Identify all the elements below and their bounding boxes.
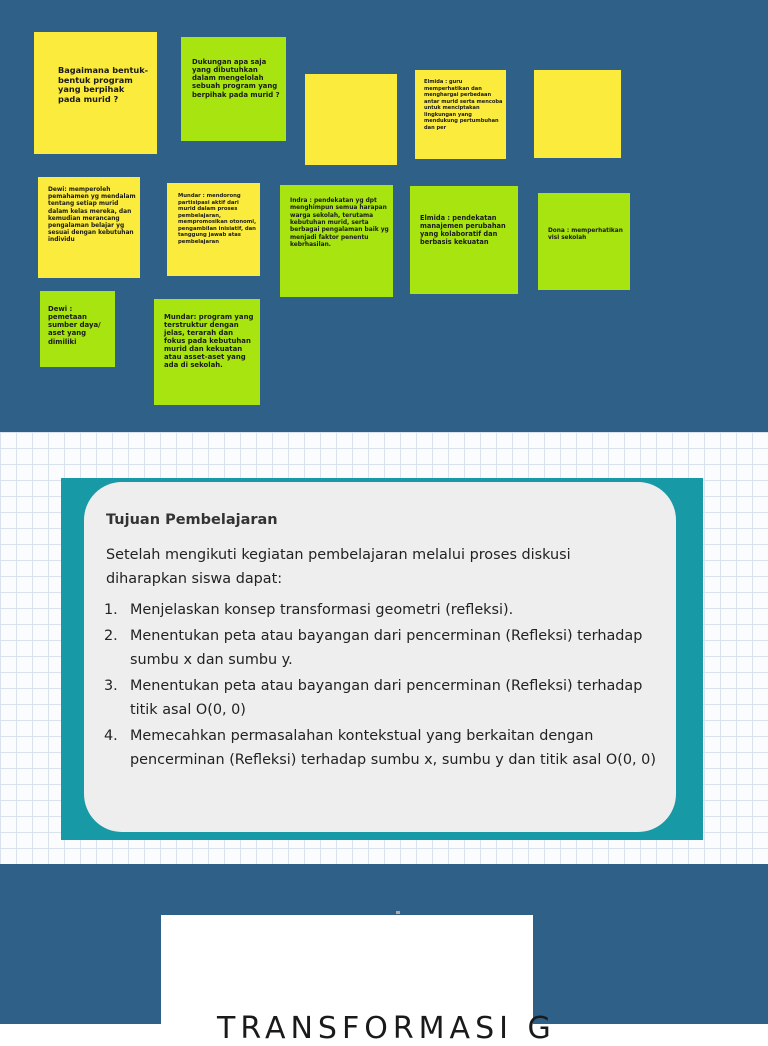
list-item-text: Memecahkan permasalahan kontekstual yang berkaitan dengan pencerminan (Refleksi) terhadap sumbu x, sumbu y dan titik asal O(0, 0): [130, 728, 656, 768]
sticky-note[interactable]: Dewi: memperoleh pemahamen yg mendalam tentang setiap murid dalam kelas mereka, dan kemudian merancang pengalaman belajar yg sesuai dengan kebutuhan individu: [38, 177, 140, 278]
list-item-text: Menentukan peta atau bayangan dari pencerminan (Refleksi) terhadap sumbu x dan sumbu y.: [130, 628, 643, 668]
slide-3-page: [161, 915, 556, 1046]
sticky-note[interactable]: Dona : memperhatikan visi sekolah: [538, 193, 630, 290]
sticky-note[interactable]: [534, 70, 621, 158]
sticky-note[interactable]: Mundar: program yang terstruktur dengan jelas, terarah dan fokus pada kebutuhan murid dan kekuatan atau asset-aset yang ada di sekolah.: [154, 299, 260, 405]
list-item-text: Menentukan peta atau bayangan dari pencerminan (Refleksi) terhadap titik asal O(0, 0): [130, 678, 643, 718]
list-item-number: 1.: [104, 602, 118, 618]
sticky-note[interactable]: Mundar : mendorong partisipasi aktif dari murid dalam proses pembelajaran, mempromosikan otonomi, pengambilan inisiatif, dan tanggung jawab atas pembelajaran: [167, 183, 260, 276]
objectives-card: [84, 482, 676, 832]
list-item-number: 2.: [104, 628, 118, 644]
list-item: [104, 598, 656, 622]
sticky-note[interactable]: Bagaimana bentuk-bentuk program yang berpihak pada murid ?: [34, 32, 157, 154]
list-item-text: Menjelaskan konsep transformasi geometri (refleksi).: [130, 602, 514, 618]
sticky-note[interactable]: Elmida : pendekatan manajemen perubahan yang kolaboratif dan berbasis kekuatan: [410, 186, 518, 294]
objectives-list: [104, 598, 656, 772]
list-item: [104, 724, 656, 772]
cursor-speck: [396, 911, 400, 914]
sticky-note[interactable]: Elmida : guru memperhatikan dan menghargai perbedaan antar murid serta mencoba untuk menciptakan lingkungan yang mendukung pertumbuhan dan per: [415, 70, 506, 159]
objectives-intro: Setelah mengikuti kegiatan pembelajaran melalui proses diskusi diharapkan siswa dapat:: [106, 547, 571, 587]
slide-3-title: TRANSFORMASI G: [217, 1011, 556, 1046]
objectives-title: Tujuan Pembelajaran: [106, 512, 278, 528]
list-item-number: 3.: [104, 678, 118, 694]
sticky-note[interactable]: Dewi : pemetaan sumber daya/ aset yang dimiliki: [40, 291, 115, 367]
sticky-note[interactable]: Dukungan apa saja yang dibutuhkan dalam mengelolah sebuah program yang berpihak pada murid ?: [181, 37, 286, 141]
list-item: [104, 674, 656, 722]
sticky-note[interactable]: Indra : pendekatan yg dpt menghimpun semua harapan warga sekolah, terutama kebutuhan murid, serta berbagai pengalaman baik yg menjadi faktor penentu kebrhasilan.: [280, 185, 393, 297]
list-item: [104, 624, 656, 672]
sticky-note[interactable]: [305, 74, 397, 165]
list-item-number: 4.: [104, 728, 118, 744]
sticky-note-board: [0, 0, 768, 432]
